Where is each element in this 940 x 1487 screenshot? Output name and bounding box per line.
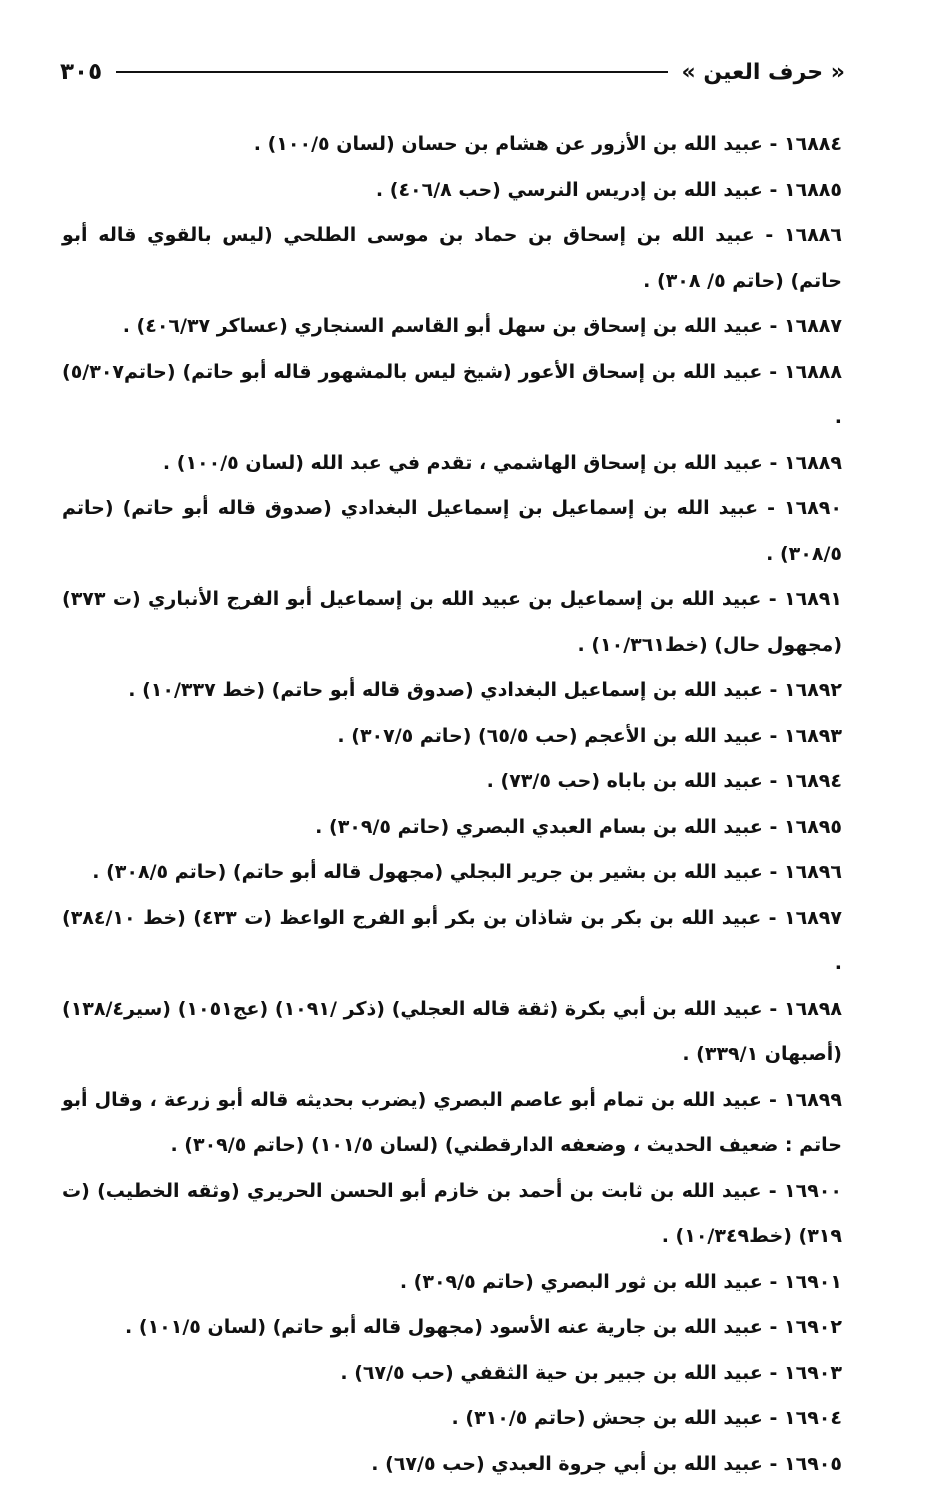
entry-number: ١٦٩٠٢ xyxy=(784,1316,842,1338)
entry-text: عبيد الله بن الأزور عن هشام بن حسان (لسان ١٠٠/٥) . xyxy=(254,133,763,155)
entry-number: ١٦٩٠٤ xyxy=(784,1407,842,1429)
entry-text: عبيد الله بن جحش (حاتم ٣١٠/٥) . xyxy=(452,1407,763,1429)
entry-list xyxy=(62,122,842,1487)
entry-text: عبيد الله بن إدريس النرسي (حب ٤٠٦/٨) . xyxy=(376,179,763,201)
entry-text: عبيد الله بن إسحاق الهاشمي ، تقدم في عبد الله (لسان ١٠٠/٥) . xyxy=(163,452,763,474)
entry-number: ١٦٨٨٦ xyxy=(784,224,842,246)
list-item: ١٦٨٩٨ - عبيد الله بن أبي بكرة (ثقة قاله العجلي) (ذكر /١٠٩١) (عج١٠٥١) (سير١٣٨/٤) (أصبهان ٣٣٩/١) . xyxy=(62,987,842,1078)
list-item: ١٦٨٩٩ - عبيد الله بن تمام أبو عاصم البصري (يضرب بحديثه قاله أبو زرعة ، وقال أبو حاتم : ضعيف الحديث ، وضعفه الدارقطني) (لسان ١٠١/٥) (حاتم ٣٠٩/٥) . xyxy=(62,1078,842,1169)
header-rule xyxy=(116,71,667,73)
entry-text: عبيد الله بن إسماعيل بن عبيد الله بن إسماعيل أبو الفرج الأنباري (ت ٣٧٣) (مجهول حال) (خط١٠/٣٦١) . xyxy=(62,588,842,656)
entry-number: ١٦٨٨٥ xyxy=(784,179,842,201)
entry-text: عبيد الله بن بكر بن شاذان بن بكر أبو الفرج الواعظ (ت ٤٣٣) (خط ٣٨٤/١٠) . xyxy=(62,907,842,975)
list-item: ١٦٩٠٤ - عبيد الله بن جحش (حاتم ٣١٠/٥) . xyxy=(62,1396,842,1442)
entry-text: عبيد الله بن إسماعيل بن إسماعيل البغدادي (صدوق قاله أبو حاتم) (حاتم ٣٠٨/٥) . xyxy=(62,497,842,565)
entry-number: ١٦٨٩٤ xyxy=(784,770,842,792)
list-item: ١٦٨٩٤ - عبيد الله بن باباه (حب ٧٣/٥) . xyxy=(62,759,842,805)
list-item: ١٦٨٩٠ - عبيد الله بن إسماعيل بن إسماعيل البغدادي (صدوق قاله أبو حاتم) (حاتم ٣٠٨/٥) . xyxy=(62,486,842,577)
list-item: ١٦٨٩٣ - عبيد الله بن الأعجم (حب ٦٥/٥) (حاتم ٣٠٧/٥) . xyxy=(62,714,842,760)
entry-text: عبيد الله بن جبير بن حية الثقفي (حب ٦٧/٥) . xyxy=(340,1362,763,1384)
list-item: ١٦٨٨٨ - عبيد الله بن إسحاق الأعور (شيخ ليس بالمشهور قاله أبو حاتم) (حاتم٥/٣٠٧) . xyxy=(62,350,842,441)
entry-number: ١٦٨٩١ xyxy=(784,588,842,610)
list-item: ١٦٩٠٣ - عبيد الله بن جبير بن حية الثقفي (حب ٦٧/٥) . xyxy=(62,1351,842,1397)
entry-number: ١٦٨٨٤ xyxy=(784,133,842,155)
entry-number: ١٦٩٠٣ xyxy=(784,1362,842,1384)
entry-text: عبيد الله بن باباه (حب ٧٣/٥) . xyxy=(487,770,763,792)
list-item: ١٦٨٨٧ - عبيد الله بن إسحاق بن سهل أبو القاسم السنجاري (عساكر ٤٠٦/٣٧) . xyxy=(62,304,842,350)
entry-text: عبيد الله بن ثابت بن أحمد بن خازم أبو الحسن الحريري (وثقه الخطيب) (ت ٣١٩) (خط١٠/٣٤٩) . xyxy=(62,1180,842,1248)
list-item: ١٦٨٨٩ - عبيد الله بن إسحاق الهاشمي ، تقدم في عبد الله (لسان ١٠٠/٥) . xyxy=(62,441,842,487)
entry-number: ١٦٩٠١ xyxy=(784,1271,842,1293)
entry-number: ١٦٨٩٣ xyxy=(784,725,842,747)
entry-text: عبيد الله بن إسحاق الأعور (شيخ ليس بالمشهور قاله أبو حاتم) (حاتم٥/٣٠٧) . xyxy=(62,361,842,429)
list-item: ١٦٨٨٦ - عبيد الله بن إسحاق بن حماد بن موسى الطلحي (ليس بالقوي قاله أبو حاتم) (حاتم ٥/ ٣٠٨) . xyxy=(62,213,842,304)
list-item: ١٦٩٠٢ - عبيد الله بن جارية عنه الأسود (مجهول قاله أبو حاتم) (لسان ١٠١/٥) . xyxy=(62,1305,842,1351)
page-number: ٣٠٥ xyxy=(60,59,102,85)
entry-text: عبيد الله بن إسماعيل البغدادي (صدوق قاله أبو حاتم) (خط ١٠/٣٣٧) . xyxy=(128,679,763,701)
entry-text: عبيد الله بن تمام أبو عاصم البصري (يضرب بحديثه قاله أبو زرعة ، وقال أبو حاتم : ضعيف الحديث ، وضعفه الدارقطني) (لسان ١٠١/٥) (حاتم ٣٠٩/٥) . xyxy=(62,1089,842,1157)
entry-number: ١٦٨٩٨ xyxy=(784,998,842,1020)
entry-number: ١٦٨٩٩ xyxy=(784,1089,842,1111)
entry-number: ١٦٨٨٨ xyxy=(784,361,842,383)
list-item: ١٦٨٩٢ - عبيد الله بن إسماعيل البغدادي (صدوق قاله أبو حاتم) (خط ١٠/٣٣٧) . xyxy=(62,668,842,714)
entry-text: عبيد الله بن أبي بكرة (ثقة قاله العجلي) (ذكر /١٠٩١) (عج١٠٥١) (سير١٣٨/٤) (أصبهان ٣٣٩/١) . xyxy=(62,998,842,1066)
entry-text: عبيد الله بن الأعجم (حب ٦٥/٥) (حاتم ٣٠٧/٥) . xyxy=(337,725,762,747)
entry-text: عبيد الله بن إسحاق بن سهل أبو القاسم السنجاري (عساكر ٤٠٦/٣٧) . xyxy=(123,315,763,337)
entry-number: ١٦٨٩٠ xyxy=(784,497,842,519)
entry-number: ١٦٩٠٥ xyxy=(784,1453,842,1475)
entry-number: ١٦٨٩٢ xyxy=(784,679,842,701)
list-item: ١٦٨٨٤ - عبيد الله بن الأزور عن هشام بن حسان (لسان ١٠٠/٥) . xyxy=(62,122,842,168)
list-item: ١٦٩٠١ - عبيد الله بن ثور البصري (حاتم ٣٠٩/٥) . xyxy=(62,1260,842,1306)
entry-text: عبيد الله بن إسحاق بن حماد بن موسى الطلحي (ليس بالقوي قاله أبو حاتم) (حاتم ٥/ ٣٠٨) . xyxy=(62,224,842,292)
entry-text: عبيد الله بن ثور البصري (حاتم ٣٠٩/٥) . xyxy=(400,1271,763,1293)
list-item: ١٦٨٨٥ - عبيد الله بن إدريس النرسي (حب ٤٠٦/٨) . xyxy=(62,168,842,214)
list-item: ١٦٨٩١ - عبيد الله بن إسماعيل بن عبيد الله بن إسماعيل أبو الفرج الأنباري (ت ٣٧٣) (مجهول حال) (خط١٠/٣٦١) . xyxy=(62,577,842,668)
entry-text: عبيد الله بن أبي جروة العبدي (حب ٦٧/٥) . xyxy=(371,1453,763,1475)
page-header xyxy=(60,52,845,92)
list-item: ١٦٩٠٠ - عبيد الله بن ثابت بن أحمد بن خازم أبو الحسن الحريري (وثقه الخطيب) (ت ٣١٩) (خط١٠/٣٤٩) . xyxy=(62,1169,842,1260)
list-item: ١٦٨٩٦ - عبيد الله بن بشير بن جرير البجلي (مجهول قاله أبو حاتم) (حاتم ٣٠٨/٥) . xyxy=(62,850,842,896)
entry-number: ١٦٨٩٦ xyxy=(784,861,842,883)
list-item: ١٦٨٩٧ - عبيد الله بن بكر بن شاذان بن بكر أبو الفرج الواعظ (ت ٤٣٣) (خط ٣٨٤/١٠) . xyxy=(62,896,842,987)
list-item: ١٦٩٠٥ - عبيد الله بن أبي جروة العبدي (حب ٦٧/٥) . xyxy=(62,1442,842,1487)
entry-text: عبيد الله بن جارية عنه الأسود (مجهول قاله أبو حاتم) (لسان ١٠١/٥) . xyxy=(125,1316,763,1338)
running-title: « حرف العين » xyxy=(682,60,846,85)
entry-number: ١٦٨٩٧ xyxy=(784,907,842,929)
entry-text: عبيد الله بن بشير بن جرير البجلي (مجهول قاله أبو حاتم) (حاتم ٣٠٨/٥) . xyxy=(92,861,763,883)
entry-number: ١٦٨٩٥ xyxy=(784,816,842,838)
entry-number: ١٦٩٠٠ xyxy=(784,1180,842,1202)
entry-number: ١٦٨٨٩ xyxy=(784,452,842,474)
entry-number: ١٦٨٨٧ xyxy=(784,315,842,337)
list-item: ١٦٨٩٥ - عبيد الله بن بسام العبدي البصري (حاتم ٣٠٩/٥) . xyxy=(62,805,842,851)
entry-text: عبيد الله بن بسام العبدي البصري (حاتم ٣٠٩/٥) . xyxy=(315,816,763,838)
